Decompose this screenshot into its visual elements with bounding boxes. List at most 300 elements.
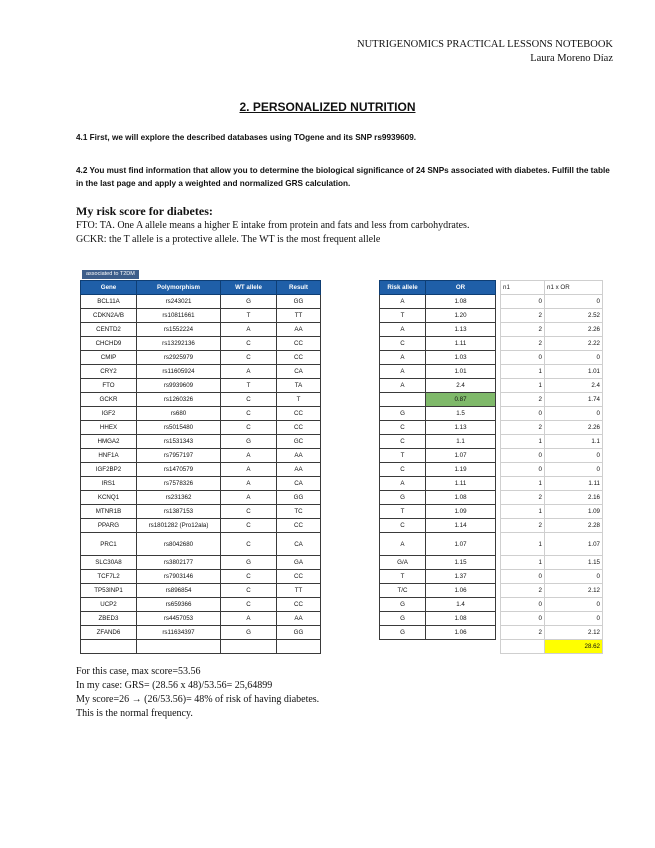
table-row	[501, 477, 603, 491]
polymorphism-cell: rs11634397	[137, 626, 221, 640]
or-cell: 1.03	[426, 351, 496, 365]
empty-cell	[501, 640, 545, 654]
or-cell: 0.87	[426, 393, 496, 407]
column-header: WT allele	[221, 281, 277, 295]
score-table-header	[501, 281, 603, 295]
n1-cell: 2	[501, 491, 545, 505]
table-row	[501, 519, 603, 533]
wt-allele-cell: C	[221, 337, 277, 351]
table-row	[380, 295, 496, 309]
table-row	[380, 449, 496, 463]
risk-allele-cell	[380, 393, 426, 407]
wt-allele-cell: C	[221, 407, 277, 421]
table-row	[81, 505, 321, 519]
risk-allele-cell: A	[380, 379, 426, 393]
polymorphism-cell: rs13292136	[137, 337, 221, 351]
column-header: Gene	[81, 281, 137, 295]
gene-cell: IGF2BP2	[81, 463, 137, 477]
wt-allele-cell: A	[221, 323, 277, 337]
n1-cell: 0	[501, 570, 545, 584]
column-header: OR	[426, 281, 496, 295]
n1-or-cell: 2.12	[545, 626, 603, 640]
result-cell: GG	[277, 626, 321, 640]
polymorphism-cell: rs680	[137, 407, 221, 421]
gene-cell: CMIP	[81, 351, 137, 365]
wt-allele-cell: A	[221, 491, 277, 505]
risk-allele-cell: T	[380, 570, 426, 584]
table-row	[380, 365, 496, 379]
table-row	[501, 612, 603, 626]
n1-or-cell: 0	[545, 463, 603, 477]
or-cell: 1.14	[426, 519, 496, 533]
risk-allele-cell: A	[380, 295, 426, 309]
table-row	[380, 598, 496, 612]
table-row	[501, 598, 603, 612]
table-row	[380, 351, 496, 365]
gene-cell: HMGA2	[81, 435, 137, 449]
or-cell: 1.4	[426, 598, 496, 612]
gene-cell: PPARG	[81, 519, 137, 533]
table-row	[501, 435, 603, 449]
table-row	[501, 626, 603, 640]
result-cell: GG	[277, 295, 321, 309]
polymorphism-cell: rs10811661	[137, 309, 221, 323]
my-score-line: My score=26 → (26/53.56)= 48% of risk of having diabetes.	[76, 694, 320, 705]
or-cell: 1.1	[426, 435, 496, 449]
wt-allele-cell: A	[221, 477, 277, 491]
risk-allele-cell: C	[380, 337, 426, 351]
table-row	[501, 505, 603, 519]
gene-cell: HNF1A	[81, 449, 137, 463]
risk-allele-cell: A	[380, 365, 426, 379]
result-cell: CC	[277, 337, 321, 351]
n1-or-cell: 0	[545, 351, 603, 365]
wt-allele-cell: C	[221, 393, 277, 407]
wt-allele-cell: A	[221, 612, 277, 626]
total-row	[501, 640, 603, 654]
fto-note: FTO: TA. One A allele means a higher E intake from protein and fats and less from carbohydrates.	[76, 220, 470, 231]
result-cell: AA	[277, 323, 321, 337]
polymorphism-cell: rs243021	[137, 295, 221, 309]
table-row	[501, 570, 603, 584]
table-row	[81, 407, 321, 421]
risk-heading: My risk score for diabetes:	[76, 204, 213, 218]
author-name: Laura Moreno Díaz	[530, 53, 613, 64]
table-row	[380, 393, 496, 407]
table-row	[380, 477, 496, 491]
conclusion	[76, 665, 319, 721]
wt-allele-cell: G	[221, 295, 277, 309]
risk-allele-cell: T	[380, 309, 426, 323]
table-row	[380, 337, 496, 351]
normal-frequency-line: This is the normal frequency.	[76, 708, 193, 719]
risk-allele-cell: A	[380, 323, 426, 337]
n1-cell: 0	[501, 598, 545, 612]
or-cell: 1.15	[426, 556, 496, 570]
result-cell: GA	[277, 556, 321, 570]
n1-or-cell: 2.26	[545, 421, 603, 435]
or-cell: 1.20	[426, 309, 496, 323]
result-cell: CC	[277, 421, 321, 435]
n1-or-cell: 1.1	[545, 435, 603, 449]
table-row	[501, 533, 603, 556]
n1-cell: 0	[501, 449, 545, 463]
n1-or-cell: 1.11	[545, 477, 603, 491]
paragraph-4-1: 4.1 First, we will explore the described databases using TOgene and its SNP rs9939609.	[76, 133, 417, 142]
table-row	[501, 421, 603, 435]
polymorphism-cell: rs1387153	[137, 505, 221, 519]
table-row	[81, 598, 321, 612]
table-row	[81, 626, 321, 640]
table-row	[380, 421, 496, 435]
gene-cell: KCNQ1	[81, 491, 137, 505]
table-row	[380, 323, 496, 337]
result-cell: GC	[277, 435, 321, 449]
result-cell: AA	[277, 449, 321, 463]
table-row	[380, 309, 496, 323]
risk-allele-cell: G/A	[380, 556, 426, 570]
wt-allele-cell: G	[221, 556, 277, 570]
polymorphism-cell: rs231362	[137, 491, 221, 505]
table-row	[501, 393, 603, 407]
table-row	[81, 337, 321, 351]
gene-cell: HHEX	[81, 421, 137, 435]
n1-cell: 2	[501, 309, 545, 323]
result-cell: AA	[277, 612, 321, 626]
table-row	[380, 584, 496, 598]
polymorphism-cell: rs5015480	[137, 421, 221, 435]
result-cell: T	[277, 393, 321, 407]
risk-allele-cell: T	[380, 505, 426, 519]
table-row	[380, 491, 496, 505]
table-row	[81, 612, 321, 626]
polymorphism-cell: rs11605924	[137, 365, 221, 379]
table-row	[380, 463, 496, 477]
table-row	[81, 519, 321, 533]
risk-allele-cell: T	[380, 449, 426, 463]
n1-or-cell: 0	[545, 570, 603, 584]
risk-allele-cell: T/C	[380, 584, 426, 598]
gene-cell: ZBED3	[81, 612, 137, 626]
table-row	[380, 505, 496, 519]
result-cell: TA	[277, 379, 321, 393]
risk-table	[379, 280, 496, 640]
risk-allele-cell: A	[380, 533, 426, 556]
table-row	[81, 463, 321, 477]
polymorphism-cell: rs1552224	[137, 323, 221, 337]
n1-cell: 1	[501, 477, 545, 491]
n1-or-cell: 1.09	[545, 505, 603, 519]
table-row	[81, 449, 321, 463]
gene-cell: BCL11A	[81, 295, 137, 309]
gene-cell: GCKR	[81, 393, 137, 407]
polymorphism-cell: rs7578326	[137, 477, 221, 491]
or-cell: 1.07	[426, 449, 496, 463]
or-cell: 1.08	[426, 491, 496, 505]
risk-allele-cell: C	[380, 435, 426, 449]
section-title: 2. PERSONALIZED NUTRITION	[239, 100, 416, 114]
wt-allele-cell: G	[221, 435, 277, 449]
n1-or-cell: 2.26	[545, 323, 603, 337]
empty-cell	[221, 640, 277, 654]
n1-cell: 0	[501, 612, 545, 626]
risk-allele-cell: A	[380, 351, 426, 365]
polymorphism-cell: rs9939609	[137, 379, 221, 393]
n1-cell: 2	[501, 626, 545, 640]
or-cell: 1.08	[426, 295, 496, 309]
table-row	[81, 365, 321, 379]
n1-or-cell: 1.07	[545, 533, 603, 556]
result-cell: CA	[277, 477, 321, 491]
grs-line: In my case: GRS= (28.56 x 48)/53.56= 25,64899	[76, 680, 273, 691]
document-header	[357, 38, 613, 66]
n1-cell: 2	[501, 323, 545, 337]
total-cell: 28.62	[545, 640, 603, 654]
table-row	[501, 463, 603, 477]
table-row	[501, 491, 603, 505]
score-table	[500, 280, 603, 654]
polymorphism-cell: rs7903146	[137, 570, 221, 584]
n1-cell: 1	[501, 435, 545, 449]
n1-cell: 0	[501, 463, 545, 477]
polymorphism-cell: rs1531343	[137, 435, 221, 449]
table-row	[81, 584, 321, 598]
table-row	[81, 393, 321, 407]
n1-cell: 0	[501, 407, 545, 421]
gene-cell: CDKN2A/B	[81, 309, 137, 323]
gene-cell: CENTD2	[81, 323, 137, 337]
gene-cell: SLC30A8	[81, 556, 137, 570]
gene-cell: CHCHD9	[81, 337, 137, 351]
n1-or-cell: 2.12	[545, 584, 603, 598]
table-row	[81, 640, 321, 654]
n1-cell: 1	[501, 505, 545, 519]
gene-cell: UCP2	[81, 598, 137, 612]
empty-cell	[137, 640, 221, 654]
table-row	[81, 351, 321, 365]
or-cell: 1.07	[426, 533, 496, 556]
table-row	[501, 365, 603, 379]
table-row	[380, 533, 496, 556]
or-cell: 1.19	[426, 463, 496, 477]
n1-or-cell: 1.01	[545, 365, 603, 379]
table-row	[380, 612, 496, 626]
risk-allele-cell: A	[380, 477, 426, 491]
table-row	[81, 295, 321, 309]
table-row	[81, 421, 321, 435]
wt-allele-cell: A	[221, 463, 277, 477]
risk-notes	[76, 219, 636, 246]
table-row	[380, 407, 496, 421]
result-cell: CC	[277, 519, 321, 533]
table-row	[501, 337, 603, 351]
n1-cell: 2	[501, 393, 545, 407]
n1-cell: 1	[501, 556, 545, 570]
result-cell: CC	[277, 598, 321, 612]
wt-allele-cell: C	[221, 598, 277, 612]
table-row	[81, 556, 321, 570]
polymorphism-cell: rs1801282 (Pro12ala)	[137, 519, 221, 533]
wt-allele-cell: C	[221, 519, 277, 533]
column-header: n1	[501, 281, 545, 295]
notebook-title: NUTRIGENOMICS PRACTICAL LESSONS NOTEBOOK	[357, 39, 613, 50]
or-cell: 1.01	[426, 365, 496, 379]
column-header: Result	[277, 281, 321, 295]
wt-allele-cell: C	[221, 505, 277, 519]
table-row	[81, 379, 321, 393]
table-row	[501, 309, 603, 323]
table-row	[380, 435, 496, 449]
polymorphism-cell: rs1260326	[137, 393, 221, 407]
sheet-caption: associated to T2DM	[82, 270, 139, 279]
result-cell: CA	[277, 533, 321, 556]
n1-or-cell: 2.52	[545, 309, 603, 323]
wt-allele-cell: T	[221, 309, 277, 323]
or-cell: 1.5	[426, 407, 496, 421]
table-row	[380, 556, 496, 570]
n1-cell: 2	[501, 519, 545, 533]
table-row	[501, 584, 603, 598]
n1-cell: 2	[501, 337, 545, 351]
polymorphism-cell: rs8042680	[137, 533, 221, 556]
table-row	[501, 407, 603, 421]
polymorphism-cell: rs4457053	[137, 612, 221, 626]
table-row	[81, 491, 321, 505]
or-cell: 1.06	[426, 584, 496, 598]
risk-allele-cell: G	[380, 626, 426, 640]
result-cell: CA	[277, 365, 321, 379]
empty-cell	[277, 640, 321, 654]
risk-allele-cell: G	[380, 612, 426, 626]
table-row	[501, 379, 603, 393]
gene-cell: MTNR1B	[81, 505, 137, 519]
table-row	[380, 626, 496, 640]
or-cell: 1.37	[426, 570, 496, 584]
table-row	[501, 295, 603, 309]
or-cell: 1.11	[426, 337, 496, 351]
wt-allele-cell: C	[221, 533, 277, 556]
gene-cell: IGF2	[81, 407, 137, 421]
or-cell: 1.11	[426, 477, 496, 491]
n1-or-cell: 1.15	[545, 556, 603, 570]
paragraph-4-2: 4.2 You must find information that allow you to determine the biological significance of 24 SNPs associated with diabetes. Fulfill the table in the last page and apply a weighted and normalized GRS calculation.	[76, 166, 610, 188]
max-score-line: For this case, max score=53.56	[76, 666, 201, 677]
n1-or-cell: 2.16	[545, 491, 603, 505]
result-cell: TT	[277, 584, 321, 598]
risk-allele-cell: C	[380, 421, 426, 435]
table-row	[81, 570, 321, 584]
or-cell: 1.06	[426, 626, 496, 640]
n1-or-cell: 0	[545, 612, 603, 626]
polymorphism-cell: rs7957197	[137, 449, 221, 463]
empty-cell	[81, 640, 137, 654]
snp-table-header	[81, 281, 321, 295]
table-row	[81, 477, 321, 491]
table-row	[81, 309, 321, 323]
spreadsheet-image	[68, 270, 613, 650]
n1-cell: 1	[501, 365, 545, 379]
wt-allele-cell: G	[221, 626, 277, 640]
table-row	[380, 570, 496, 584]
risk-allele-cell: G	[380, 407, 426, 421]
or-cell: 1.13	[426, 323, 496, 337]
n1-cell: 0	[501, 295, 545, 309]
result-cell: GG	[277, 491, 321, 505]
table-row	[501, 556, 603, 570]
column-header: n1 x OR	[545, 281, 603, 295]
wt-allele-cell: C	[221, 584, 277, 598]
result-cell: CC	[277, 570, 321, 584]
n1-or-cell: 0	[545, 449, 603, 463]
n1-or-cell: 0	[545, 598, 603, 612]
polymorphism-cell: rs896854	[137, 584, 221, 598]
gene-cell: PRC1	[81, 533, 137, 556]
risk-table-header	[380, 281, 496, 295]
gckr-note: GCKR: the T allele is a protective allele. The WT is the most frequent allele	[76, 233, 381, 245]
result-cell: TC	[277, 505, 321, 519]
snp-table	[80, 280, 321, 654]
gene-cell: ZFAND6	[81, 626, 137, 640]
n1-cell: 2	[501, 421, 545, 435]
gene-cell: IRS1	[81, 477, 137, 491]
risk-allele-cell: G	[380, 491, 426, 505]
wt-allele-cell: C	[221, 351, 277, 365]
result-cell: TT	[277, 309, 321, 323]
table-row	[501, 323, 603, 337]
polymorphism-cell: rs2925979	[137, 351, 221, 365]
or-cell: 1.08	[426, 612, 496, 626]
table-row	[380, 519, 496, 533]
gene-cell: FTO	[81, 379, 137, 393]
result-cell: CC	[277, 407, 321, 421]
table-row	[501, 351, 603, 365]
table-row	[501, 449, 603, 463]
risk-allele-cell: C	[380, 463, 426, 477]
n1-or-cell: 2.4	[545, 379, 603, 393]
or-cell: 1.13	[426, 421, 496, 435]
table-row	[380, 379, 496, 393]
column-header: Risk allele	[380, 281, 426, 295]
wt-allele-cell: C	[221, 570, 277, 584]
or-cell: 1.09	[426, 505, 496, 519]
n1-or-cell: 0	[545, 407, 603, 421]
table-row	[81, 533, 321, 556]
n1-cell: 2	[501, 584, 545, 598]
result-cell: AA	[277, 463, 321, 477]
table-row	[81, 323, 321, 337]
polymorphism-cell: rs1470579	[137, 463, 221, 477]
n1-cell: 0	[501, 351, 545, 365]
polymorphism-cell: rs659366	[137, 598, 221, 612]
n1-or-cell: 0	[545, 295, 603, 309]
wt-allele-cell: C	[221, 421, 277, 435]
n1-cell: 1	[501, 379, 545, 393]
column-header: Polymorphism	[137, 281, 221, 295]
wt-allele-cell: T	[221, 379, 277, 393]
gene-cell: TP53INP1	[81, 584, 137, 598]
table-row	[81, 435, 321, 449]
result-cell: CC	[277, 351, 321, 365]
n1-or-cell: 2.22	[545, 337, 603, 351]
n1-or-cell: 1.74	[545, 393, 603, 407]
n1-cell: 1	[501, 533, 545, 556]
polymorphism-cell: rs3802177	[137, 556, 221, 570]
wt-allele-cell: A	[221, 365, 277, 379]
gene-cell: CRY2	[81, 365, 137, 379]
risk-allele-cell: C	[380, 519, 426, 533]
wt-allele-cell: A	[221, 449, 277, 463]
gene-cell: TCF7L2	[81, 570, 137, 584]
